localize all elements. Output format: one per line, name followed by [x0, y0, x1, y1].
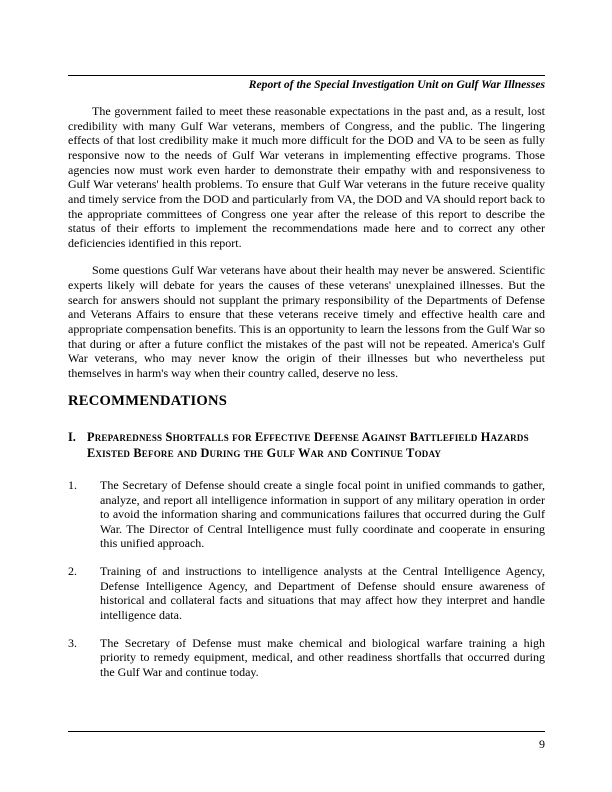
- recommendations-heading: RECOMMENDATIONS: [68, 393, 228, 410]
- item-number: 1.: [68, 477, 77, 492]
- section-title: Preparedness Shortfalls for Effective Defense Against Battlefield Hazards Existed Before and During the Gulf War and Continue Today: [87, 430, 529, 460]
- recommendation-item-1: [68, 478, 545, 551]
- document-body: [68, 104, 545, 692]
- section-number: I.: [68, 430, 76, 445]
- recommendation-item-3: [68, 636, 545, 680]
- running-header-title: Report of the Special Investigation Unit on Gulf War Illnesses: [248, 78, 545, 91]
- section-heading-1: [68, 430, 545, 461]
- body-paragraph-2: Some questions Gulf War veterans have about their health may never be answered. Scientific experts likely will debate for years the causes of these veterans' unexplained illnesses. But the search for answers should not supplant the primary responsibility of the Departments of Defense and Veterans Affairs to ensure that these veterans receive timely and effective health care and appropriate compensation benefits. This is an opportunity to learn the lessons from the Gulf War so that during or after a future conflict the mistakes of the past will not be repeated. America's Gulf War veterans, who may never know the origin of their illnesses but who nevertheless put themselves in harm's way when their country called, deserve no less.: [68, 263, 545, 380]
- body-paragraph-1: The government failed to meet these reasonable expectations in the past and, as a result, lost credibility with many Gulf War veterans, members of Congress, and the public. The lingering effects of that lost credibility make it much more difficult for the DOD and VA to be seen as fully responsive now to the needs of Gulf War veterans in implementing effective programs. Those agencies now must work even harder to demonstrate their empathy with and responsiveness to Gulf War veterans' health problems. To ensure that Gulf War veterans in the future receive quality and timely service from the DOD and particularly from VA, the DOD and VA should report back to the appropriate committees of Congress one year after the release of this report to describe the status of their efforts to implement the recommendations made here and to correct any other deficiencies identified in this report.: [68, 104, 546, 250]
- recommendation-item-2: [68, 564, 545, 623]
- item-text: Training of and instructions to intelligence analysts at the Central Intelligence Agency, Defense Intelligence Agency, and Department of Defense should ensure awareness of historical and collateral facts and situations that may affect how they interpret and handle intelligence data.: [100, 564, 545, 622]
- item-number: 3.: [68, 635, 77, 650]
- item-text: The Secretary of Defense must make chemical and biological warfare training a high priority to remedy equipment, medical, and other readiness shortfalls that occurred during the Gulf War and continue today.: [100, 635, 545, 679]
- item-number: 2.: [68, 564, 77, 579]
- page-header: [68, 75, 545, 104]
- item-text: The Secretary of Defense should create a single focal point in unified commands to gather, analyze, and report all intelligence information in support of any military operation in order to avoid the information sharing and communications failures that occurred during the Gulf War. The Director of Central Intelligence must fully coordinate and cooperate in ensuring this unified approach.: [100, 477, 545, 551]
- page-number: 9: [539, 737, 545, 752]
- page-footer: [68, 731, 545, 752]
